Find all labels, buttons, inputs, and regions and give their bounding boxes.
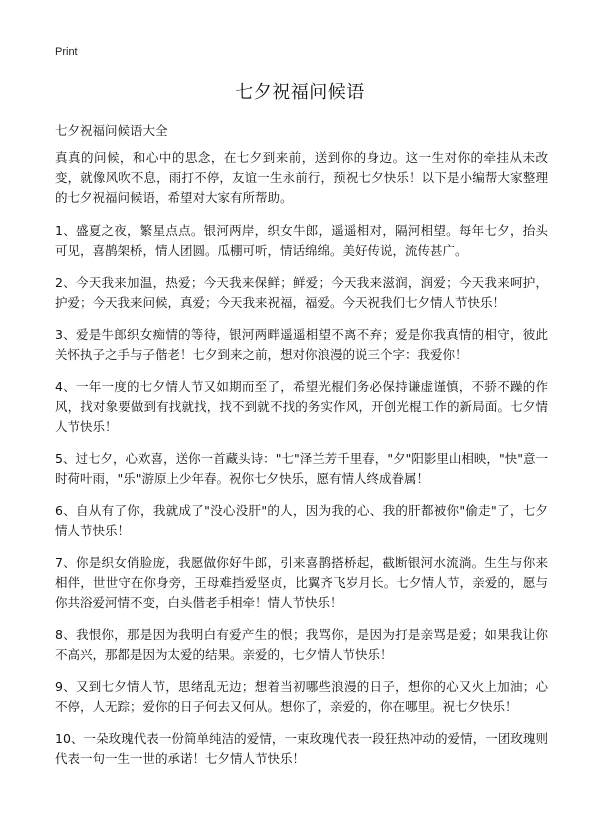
greeting-paragraph-6: 6、自从有了你，我就成了"没心没肝"的人，因为我的心、我的肝都被你"偷走"了，七夕情人节快乐！ <box>55 503 548 538</box>
greeting-paragraph-7: 7、你是织女俏脸庞，我愿做你好牛郎，引来喜鹊搭桥起，截断银河水流淌。生生与你来相伴，世世守在你身旁，王母难挡爱坚贞，比翼齐飞岁月长。七夕情人节，亲爱的，愿与你共浴爱河情不变，白头偕老手相牵！情人节快乐！ <box>55 555 548 610</box>
greeting-paragraph-8: 8、我恨你，那是因为我明白有爱产生的恨；我骂你，是因为打是亲骂是爱；如果我让你不高兴，那都是因为太爱的结果。亲爱的，七夕情人节快乐！ <box>55 627 548 662</box>
article-subtitle: 七夕祝福问候语大全 <box>55 123 168 138</box>
greeting-paragraph-4: 4、一年一度的七夕情人节又如期而至了，希望光棍们务必保持谦虚谨慎，不骄不躁的作风，找对象要做到有找就找，找不到就不找的务实作风，开创光棍工作的新局面。七夕情人节快乐！ <box>55 379 548 434</box>
print-link[interactable]: Print <box>55 46 78 58</box>
page-title: 七夕祝福问候语 <box>235 82 365 103</box>
greeting-paragraph-3: 3、爱是牛郎织女痴情的等待，银河两畔遥遥相望不离不弃；爱是你我真情的相守，彼此关怀执子之手与子偕老！七夕到来之前，想对你浪漫的说三个字：我爱你！ <box>55 327 548 362</box>
greeting-paragraph-5: 5、过七夕，心欢喜，送你一首藏头诗："七"泽兰芳千里春，"夕"阳影里山相映，"快"意一时荷叶雨，"乐"游原上少年春。祝你七夕快乐，愿有情人终成眷属！ <box>55 451 548 486</box>
greeting-paragraph-2: 2、今天我来加温，热爱；今天我来保鲜；鲜爱；今天我来滋润，润爱；今天我来呵护，护爱；今天我来问候，真爱；今天我来祝福，福爱。今天祝我们七夕情人节快乐！ <box>55 275 548 310</box>
greeting-paragraph-1: 1、盛夏之夜，繁星点点。银河两岸，织女牛郎，遥遥相对，隔河相望。每年七夕，抬头可见，喜鹊架桥，情人团圆。瓜棚可听，情话绵绵。美好传说，流传甚广。 <box>55 223 548 258</box>
article-body <box>55 148 548 781</box>
intro-paragraph: 真真的问候，和心中的思念，在七夕到来前，送到你的身边。这一生对你的牵挂从未改变，就像风吹不息，雨打不停，友谊一生永前行，预祝七夕快乐！以下是小编帮大家整理的七夕祝福问候语，希望对大家有所帮助。 <box>55 150 548 205</box>
greeting-paragraph-10: 10、一朵玫瑰代表一份简单纯洁的爱情，一束玫瑰代表一段狂热冲动的爱情，一团玫瑰则代表一句一生一世的承诺！七夕情人节快乐！ <box>55 731 548 766</box>
greeting-paragraph-9: 9、又到七夕情人节，思绪乱无边；想着当初哪些浪漫的日子，想你的心又火上加油；心不停，人无踪；爱你的日子何去又何从。想你了，亲爱的，你在哪里。祝七夕快乐！ <box>55 679 548 714</box>
